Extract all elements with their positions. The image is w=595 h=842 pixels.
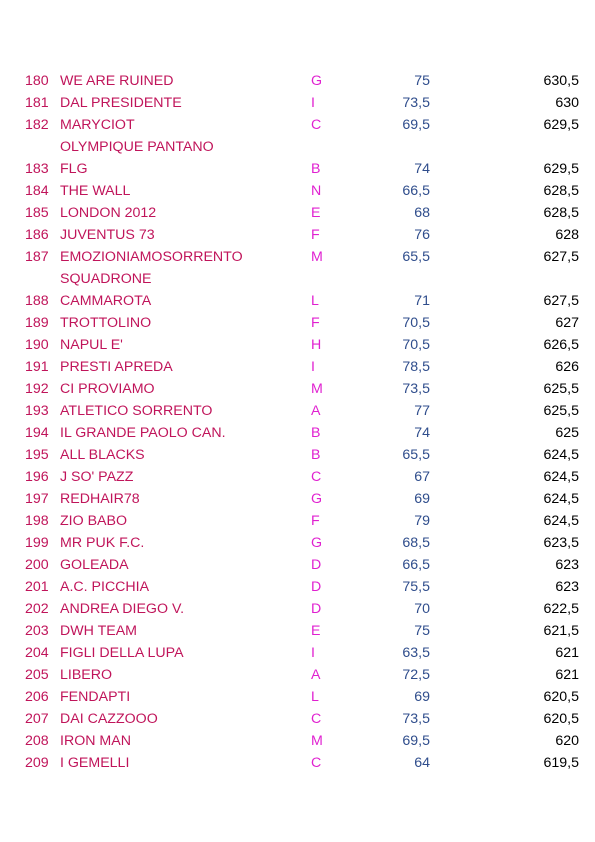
- points-cell: 70,5: [402, 337, 430, 353]
- team-name: ALL BLACKS: [60, 447, 145, 463]
- rank-cell: 181: [25, 95, 49, 111]
- team-name: GOLEADA: [60, 557, 129, 573]
- points-cell: 78,5: [402, 359, 430, 375]
- group-letter: L: [311, 293, 319, 309]
- team-name: FENDAPTI: [60, 689, 131, 705]
- total-cell: 629,5: [543, 161, 579, 177]
- group-letter: A: [311, 403, 321, 419]
- total-cell: 624,5: [543, 491, 579, 507]
- rank-cell: 180: [25, 73, 49, 89]
- table-row: [0, 114, 595, 136]
- table-row: [0, 488, 595, 510]
- group-letter: M: [311, 249, 323, 265]
- table-row: [0, 708, 595, 730]
- total-cell: 625,5: [543, 403, 579, 419]
- table-row: [0, 752, 595, 774]
- table-row: [0, 246, 595, 268]
- rank-cell: 189: [25, 315, 49, 331]
- points-cell: 76: [414, 227, 430, 243]
- table-row: [0, 532, 595, 554]
- points-cell: 68,5: [402, 535, 430, 551]
- group-letter: B: [311, 161, 321, 177]
- points-cell: 73,5: [402, 95, 430, 111]
- total-cell: 626,5: [543, 337, 579, 353]
- total-cell: 627,5: [543, 249, 579, 265]
- table-row: [0, 224, 595, 246]
- group-letter: D: [311, 579, 322, 595]
- table-row: [0, 598, 595, 620]
- table-row: [0, 334, 595, 356]
- group-letter: A: [311, 667, 321, 683]
- table-row: [0, 92, 595, 114]
- team-name: REDHAIR78: [60, 491, 140, 507]
- rank-cell: 200: [25, 557, 49, 573]
- team-name: THE WALL: [60, 183, 131, 199]
- table-row: [0, 268, 595, 290]
- rank-cell: 182: [25, 117, 49, 133]
- rank-cell: 183: [25, 161, 49, 177]
- table-row: [0, 620, 595, 642]
- points-cell: 77: [414, 403, 430, 419]
- group-letter: C: [311, 755, 322, 771]
- table-row: [0, 158, 595, 180]
- points-cell: 69,5: [402, 733, 430, 749]
- points-cell: 68: [414, 205, 430, 221]
- group-letter: G: [311, 73, 323, 89]
- table-row: [0, 686, 595, 708]
- total-cell: 625,5: [543, 381, 579, 397]
- rank-cell: 209: [25, 755, 49, 771]
- group-letter: C: [311, 711, 322, 727]
- team-name: ANDREA DIEGO V.: [60, 601, 185, 617]
- group-letter: L: [311, 689, 319, 705]
- table-row: [0, 510, 595, 532]
- team-name: EMOZIONIAMOSORRENTO: [60, 249, 243, 265]
- group-letter: F: [311, 315, 320, 331]
- table-row: [0, 136, 595, 158]
- total-cell: 628: [555, 227, 579, 243]
- team-name: ATLETICO SORRENTO: [60, 403, 213, 419]
- team-name: WE ARE RUINED: [60, 73, 174, 89]
- team-name: ZIO BABO: [60, 513, 128, 529]
- table-row: [0, 356, 595, 378]
- table-row: [0, 466, 595, 488]
- team-name: IRON MAN: [60, 733, 131, 749]
- rank-cell: 201: [25, 579, 49, 595]
- total-cell: 622,5: [543, 601, 579, 617]
- total-cell: 623: [555, 579, 579, 595]
- points-cell: 65,5: [402, 249, 430, 265]
- rank-cell: 203: [25, 623, 49, 639]
- total-cell: 630,5: [543, 73, 579, 89]
- table-row: [0, 554, 595, 576]
- group-letter: G: [311, 535, 323, 551]
- group-letter: D: [311, 557, 322, 573]
- rank-cell: 188: [25, 293, 49, 309]
- points-cell: 66,5: [402, 183, 430, 199]
- total-cell: 619,5: [543, 755, 579, 771]
- points-cell: 73,5: [402, 381, 430, 397]
- rank-cell: 192: [25, 381, 49, 397]
- total-cell: 621,5: [543, 623, 579, 639]
- rank-cell: 193: [25, 403, 49, 419]
- group-letter: C: [311, 117, 322, 133]
- total-cell: 621: [555, 667, 579, 683]
- group-letter: F: [311, 513, 320, 529]
- group-letter: D: [311, 601, 322, 617]
- rank-cell: 195: [25, 447, 49, 463]
- rank-cell: 194: [25, 425, 49, 441]
- points-cell: 66,5: [402, 557, 430, 573]
- total-cell: 626: [555, 359, 579, 375]
- team-name: LIBERO: [60, 667, 113, 683]
- group-letter: C: [311, 469, 322, 485]
- total-cell: 620,5: [543, 689, 579, 705]
- rank-cell: 208: [25, 733, 49, 749]
- points-cell: 74: [414, 425, 430, 441]
- total-cell: 625: [555, 425, 579, 441]
- group-letter: M: [311, 381, 323, 397]
- points-cell: 72,5: [402, 667, 430, 683]
- standings-table: [0, 70, 595, 774]
- team-name: PRESTI APREDA: [60, 359, 173, 375]
- rank-cell: 205: [25, 667, 49, 683]
- points-cell: 75: [414, 73, 430, 89]
- points-cell: 69: [414, 491, 430, 507]
- team-name: MARYCIOT: [60, 117, 135, 133]
- team-name: CI PROVIAMO: [60, 381, 155, 397]
- points-cell: 75,5: [402, 579, 430, 595]
- table-row: [0, 730, 595, 752]
- team-name: TROTTOLINO: [60, 315, 152, 331]
- team-name: LONDON 2012: [60, 205, 157, 221]
- group-letter: G: [311, 491, 323, 507]
- team-name: FLG: [60, 161, 88, 177]
- group-letter: E: [311, 205, 321, 221]
- total-cell: 624,5: [543, 513, 579, 529]
- table-row: [0, 664, 595, 686]
- rank-cell: 196: [25, 469, 49, 485]
- table-row: [0, 444, 595, 466]
- table-row: [0, 642, 595, 664]
- rank-cell: 198: [25, 513, 49, 529]
- group-letter: N: [311, 183, 322, 199]
- group-letter: F: [311, 227, 320, 243]
- group-letter: B: [311, 447, 321, 463]
- team-name: NAPUL E': [60, 337, 123, 353]
- total-cell: 629,5: [543, 117, 579, 133]
- table-row: [0, 400, 595, 422]
- total-cell: 627: [555, 315, 579, 331]
- team-name: MR PUK F.C.: [60, 535, 145, 551]
- total-cell: 621: [555, 645, 579, 661]
- rank-cell: 187: [25, 249, 49, 265]
- team-name: DAL PRESIDENTE: [60, 95, 182, 111]
- table-row: [0, 180, 595, 202]
- team-name: DAI CAZZOOO: [60, 711, 158, 727]
- group-letter: E: [311, 623, 321, 639]
- table-row: [0, 576, 595, 598]
- rank-cell: 184: [25, 183, 49, 199]
- team-name: A.C. PICCHIA: [60, 579, 150, 595]
- rank-cell: 197: [25, 491, 49, 507]
- rank-cell: 202: [25, 601, 49, 617]
- team-name: FIGLI DELLA LUPA: [60, 645, 184, 661]
- points-cell: 75: [414, 623, 430, 639]
- rank-cell: 199: [25, 535, 49, 551]
- team-name: I GEMELLI: [60, 755, 130, 771]
- team-name: CAMMAROTA: [60, 293, 152, 309]
- total-cell: 624,5: [543, 469, 579, 485]
- team-name: OLYMPIQUE PANTANO: [60, 139, 214, 155]
- rank-cell: 191: [25, 359, 49, 375]
- table-row: [0, 422, 595, 444]
- points-cell: 74: [414, 161, 430, 177]
- total-cell: 630: [555, 95, 579, 111]
- points-cell: 70: [414, 601, 430, 617]
- total-cell: 620,5: [543, 711, 579, 727]
- points-cell: 69,5: [402, 117, 430, 133]
- team-name: SQUADRONE: [60, 271, 152, 287]
- points-cell: 69: [414, 689, 430, 705]
- total-cell: 620: [555, 733, 579, 749]
- rank-cell: 186: [25, 227, 49, 243]
- rank-cell: 204: [25, 645, 49, 661]
- team-name: J SO' PAZZ: [60, 469, 134, 485]
- team-name: DWH TEAM: [60, 623, 137, 639]
- total-cell: 628,5: [543, 183, 579, 199]
- total-cell: 624,5: [543, 447, 579, 463]
- group-letter: I: [311, 645, 315, 661]
- table-row: [0, 312, 595, 334]
- group-letter: I: [311, 95, 315, 111]
- rank-cell: 206: [25, 689, 49, 705]
- table-row: [0, 378, 595, 400]
- group-letter: H: [311, 337, 322, 353]
- total-cell: 628,5: [543, 205, 579, 221]
- points-cell: 63,5: [402, 645, 430, 661]
- total-cell: 623: [555, 557, 579, 573]
- group-letter: B: [311, 425, 321, 441]
- points-cell: 70,5: [402, 315, 430, 331]
- team-name: IL GRANDE PAOLO CAN.: [60, 425, 226, 441]
- rank-cell: 185: [25, 205, 49, 221]
- rank-cell: 207: [25, 711, 49, 727]
- table-row: [0, 202, 595, 224]
- points-cell: 79: [414, 513, 430, 529]
- table-row: [0, 70, 595, 92]
- table-row: [0, 290, 595, 312]
- points-cell: 71: [414, 293, 430, 309]
- group-letter: M: [311, 733, 323, 749]
- points-cell: 65,5: [402, 447, 430, 463]
- total-cell: 627,5: [543, 293, 579, 309]
- points-cell: 73,5: [402, 711, 430, 727]
- total-cell: 623,5: [543, 535, 579, 551]
- team-name: JUVENTUS 73: [60, 227, 155, 243]
- points-cell: 67: [414, 469, 430, 485]
- points-cell: 64: [414, 755, 430, 771]
- group-letter: I: [311, 359, 315, 375]
- rank-cell: 190: [25, 337, 49, 353]
